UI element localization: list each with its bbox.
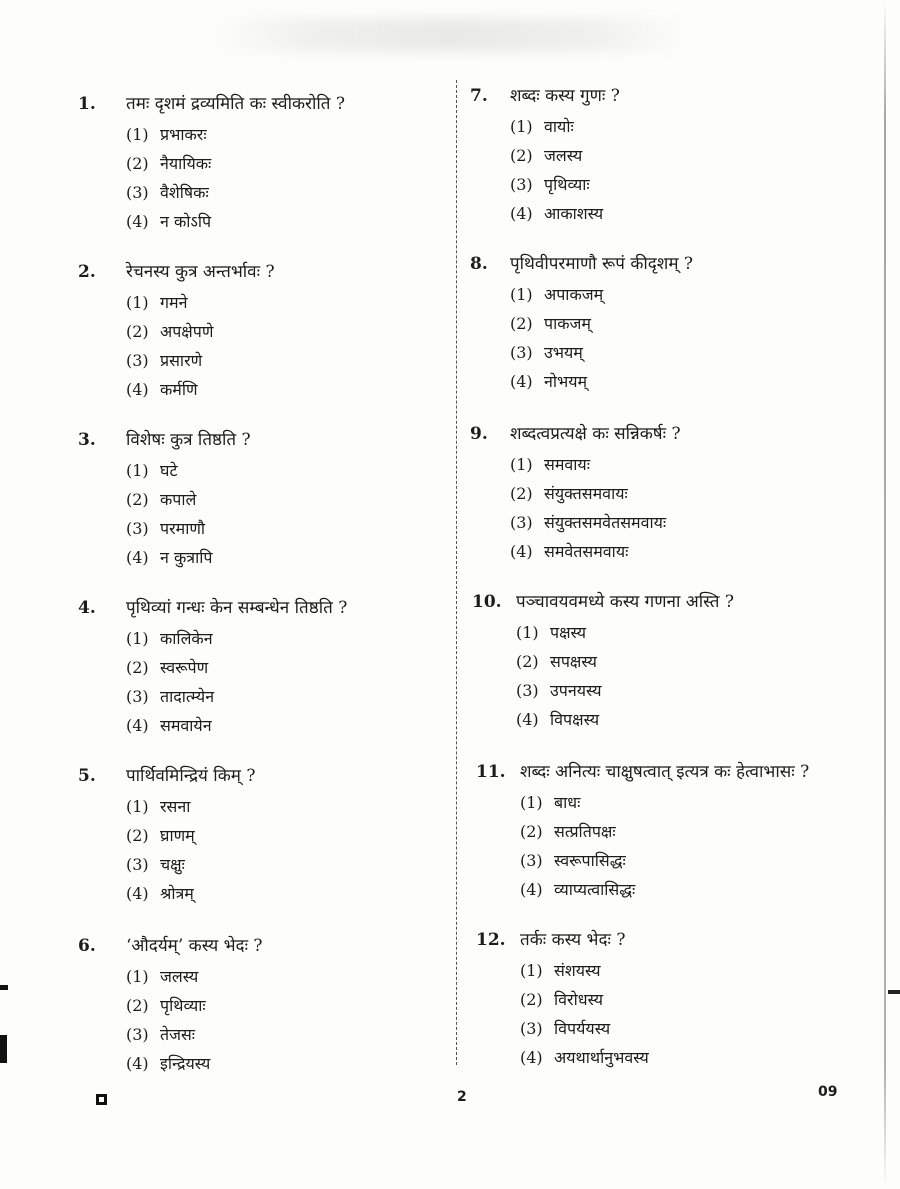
option-text: सपक्षस्य bbox=[550, 652, 597, 671]
option-number: (2) bbox=[520, 990, 543, 1009]
option bbox=[126, 1020, 210, 1049]
option-text: रसना bbox=[160, 797, 191, 816]
option-number: (2) bbox=[510, 314, 533, 333]
option bbox=[126, 682, 214, 711]
option-number: (1) bbox=[520, 961, 543, 980]
option bbox=[126, 850, 195, 879]
option-number: (2) bbox=[516, 652, 539, 671]
option-number: (3) bbox=[510, 343, 533, 362]
options-list bbox=[520, 788, 635, 904]
option-text: श्रोत्रम् bbox=[160, 884, 194, 903]
option bbox=[520, 956, 649, 985]
option bbox=[126, 991, 210, 1020]
option-text: अपक्षेपणे bbox=[160, 322, 214, 341]
option-number: (4) bbox=[510, 542, 533, 561]
question-number: 4. bbox=[78, 598, 96, 618]
question-number: 7. bbox=[470, 86, 488, 106]
option-number: (1) bbox=[516, 623, 539, 642]
option-number: (2) bbox=[126, 658, 149, 677]
option bbox=[510, 367, 603, 396]
scan-smudge bbox=[210, 18, 690, 52]
option-text: प्रसारणे bbox=[160, 351, 203, 370]
option bbox=[126, 653, 214, 682]
option-text: पाकजम् bbox=[544, 314, 591, 333]
scan-mark bbox=[0, 985, 8, 990]
option bbox=[126, 207, 211, 236]
option-text: घ्राणम् bbox=[160, 826, 195, 845]
option-number: (2) bbox=[126, 322, 149, 341]
option-text: समवायेन bbox=[160, 716, 212, 735]
page-number: 2 bbox=[457, 1089, 467, 1105]
option-text: कपाले bbox=[160, 490, 197, 509]
option bbox=[516, 618, 602, 647]
option-number: (4) bbox=[126, 716, 149, 735]
option bbox=[516, 647, 602, 676]
option-number: (4) bbox=[520, 1048, 543, 1067]
question-text: शब्दत्वप्रत्यक्षे कः सन्निकर्षः ? bbox=[510, 424, 681, 444]
option-text: वैशेषिकः bbox=[160, 183, 209, 202]
option-number: (4) bbox=[520, 880, 543, 899]
option-number: (1) bbox=[126, 967, 149, 986]
question-text: शब्दः कस्य गुणः ? bbox=[510, 86, 620, 106]
question-text: पञ्चावयवमध्ये कस्य गणना अस्ति ? bbox=[516, 592, 734, 612]
option-text: संशयस्य bbox=[554, 961, 601, 980]
option-text: अपाकजम् bbox=[544, 285, 604, 304]
option-text: कर्मणि bbox=[160, 380, 198, 399]
option-number: (3) bbox=[516, 681, 539, 700]
option bbox=[126, 624, 214, 653]
column-divider bbox=[456, 80, 457, 1065]
option bbox=[126, 962, 210, 991]
option bbox=[510, 338, 603, 367]
option bbox=[126, 792, 195, 821]
option-text: न कुत्रापि bbox=[160, 548, 213, 567]
square-mark-icon bbox=[96, 1094, 107, 1105]
option bbox=[520, 1014, 649, 1043]
option bbox=[510, 450, 666, 479]
option-text: समवेतसमवायः bbox=[544, 542, 629, 561]
option-text: घटे bbox=[160, 461, 178, 480]
option bbox=[510, 141, 603, 170]
option-text: उभयम् bbox=[544, 343, 583, 362]
question-number: 11. bbox=[476, 762, 506, 782]
question-number: 10. bbox=[472, 592, 502, 612]
option-text: प्रभाकरः bbox=[160, 125, 207, 144]
option bbox=[126, 879, 195, 908]
option-text: नैयायिकः bbox=[160, 154, 212, 173]
option-text: पक्षस्य bbox=[550, 623, 587, 642]
option-text: नोभयम् bbox=[544, 372, 588, 391]
question-number: 8. bbox=[470, 254, 488, 274]
option-number: (2) bbox=[520, 822, 543, 841]
option bbox=[126, 375, 213, 404]
option-number: (2) bbox=[510, 146, 533, 165]
option-number: (4) bbox=[126, 212, 149, 231]
option-number: (3) bbox=[126, 1025, 149, 1044]
option-text: समवायः bbox=[544, 455, 590, 474]
option-text: स्वरूपासिद्धः bbox=[554, 851, 626, 870]
option-number: (2) bbox=[126, 490, 149, 509]
scan-mark bbox=[888, 990, 900, 994]
option bbox=[126, 821, 195, 850]
option bbox=[126, 1049, 210, 1078]
option bbox=[126, 149, 211, 178]
question-text: तमः दृशमं द्रव्यमिति कः स्वीकरोति ? bbox=[126, 94, 346, 114]
option-text: व्याप्यत्वासिद्धः bbox=[554, 880, 636, 899]
option bbox=[126, 485, 212, 514]
options-list bbox=[126, 120, 211, 236]
option bbox=[510, 479, 666, 508]
option bbox=[126, 120, 211, 149]
option-number: (4) bbox=[510, 204, 533, 223]
question-text: पृथिवीपरमाणौ रूपं कीदृशम् ? bbox=[510, 254, 694, 274]
option-number: (3) bbox=[126, 183, 149, 202]
option-text: विरोधस्य bbox=[554, 990, 604, 1009]
option-number: (4) bbox=[126, 1054, 149, 1073]
booklet-code: 09 bbox=[818, 1084, 838, 1100]
option-text: उपनयस्य bbox=[550, 681, 602, 700]
question-number: 5. bbox=[78, 766, 96, 786]
option-text: पृथिव्याः bbox=[544, 175, 590, 194]
options-list bbox=[126, 962, 210, 1078]
option-text: स्वरूपेण bbox=[160, 658, 209, 677]
option-number: (3) bbox=[510, 175, 533, 194]
option bbox=[520, 875, 635, 904]
option bbox=[510, 199, 603, 228]
option-text: विपक्षस्य bbox=[550, 710, 600, 729]
option-text: बाधः bbox=[554, 793, 581, 812]
option bbox=[126, 178, 211, 207]
question-text: शब्दः अनित्यः चाक्षुषत्वात् इत्यत्र कः हेत्वाभासः ? bbox=[520, 762, 810, 782]
option-text: जलस्य bbox=[160, 967, 199, 986]
option-text: आकाशस्य bbox=[544, 204, 604, 223]
options-list bbox=[126, 288, 213, 404]
option bbox=[126, 711, 214, 740]
option bbox=[510, 537, 666, 566]
option-text: वायोः bbox=[544, 117, 574, 136]
option-number: (4) bbox=[126, 884, 149, 903]
option-text: तादात्म्येन bbox=[160, 687, 215, 706]
option-number: (2) bbox=[126, 826, 149, 845]
question-text: तर्कः कस्य भेदः ? bbox=[520, 930, 626, 950]
option bbox=[516, 676, 602, 705]
option-text: जलस्य bbox=[544, 146, 583, 165]
option bbox=[126, 346, 213, 375]
option-number: (4) bbox=[510, 372, 533, 391]
option-text: इन्द्रियस्य bbox=[160, 1054, 211, 1073]
option-text: सत्प्रतिपक्षः bbox=[554, 822, 616, 841]
option-number: (2) bbox=[510, 484, 533, 503]
question-text: विशेषः कुत्र तिष्ठति ? bbox=[126, 430, 251, 450]
options-list bbox=[126, 624, 214, 740]
option-number: (1) bbox=[126, 629, 149, 648]
option-text: गमने bbox=[160, 293, 188, 312]
option-number: (3) bbox=[126, 351, 149, 370]
option-number: (1) bbox=[510, 117, 533, 136]
option-number: (1) bbox=[520, 793, 543, 812]
option-number: (1) bbox=[126, 461, 149, 480]
question-number: 3. bbox=[78, 430, 96, 450]
question-number: 6. bbox=[78, 936, 96, 956]
option-number: (1) bbox=[510, 285, 533, 304]
option-text: न कोऽपि bbox=[160, 212, 212, 231]
option bbox=[126, 288, 213, 317]
options-list bbox=[520, 956, 649, 1072]
option-number: (4) bbox=[126, 548, 149, 567]
option-text: अयथार्थानुभवस्य bbox=[554, 1048, 649, 1067]
option-text: कालिकेन bbox=[160, 629, 213, 648]
option bbox=[520, 788, 635, 817]
option-text: संयुक्तसमवेतसमवायः bbox=[544, 513, 667, 532]
option-number: (2) bbox=[126, 154, 149, 173]
option-number: (3) bbox=[126, 687, 149, 706]
option bbox=[520, 817, 635, 846]
option bbox=[126, 317, 213, 346]
option-number: (4) bbox=[126, 380, 149, 399]
question-text: पृथिव्यां गन्धः केन सम्बन्धेन तिष्ठति ? bbox=[126, 598, 348, 618]
option bbox=[126, 543, 212, 572]
option-text: पृथिव्याः bbox=[160, 996, 206, 1015]
option-number: (3) bbox=[510, 513, 533, 532]
option-number: (3) bbox=[520, 1019, 543, 1038]
option-number: (1) bbox=[126, 797, 149, 816]
question-text: पार्थिवमिन्द्रियं किम् ? bbox=[126, 766, 256, 786]
option-number: (3) bbox=[126, 855, 149, 874]
option bbox=[520, 1043, 649, 1072]
option bbox=[126, 456, 212, 485]
option-text: तेजसः bbox=[160, 1025, 196, 1044]
question-number: 9. bbox=[470, 424, 488, 444]
scan-mark bbox=[0, 1035, 7, 1063]
question-number: 2. bbox=[78, 262, 96, 282]
option bbox=[510, 508, 666, 537]
page-edge bbox=[884, 0, 886, 1189]
options-list bbox=[126, 456, 212, 572]
option-number: (3) bbox=[126, 519, 149, 538]
options-list bbox=[510, 112, 603, 228]
question-number: 12. bbox=[476, 930, 506, 950]
option bbox=[516, 705, 602, 734]
option-text: संयुक्तसमवायः bbox=[544, 484, 628, 503]
option-text: परमाणौ bbox=[160, 519, 206, 538]
options-list bbox=[126, 792, 195, 908]
option bbox=[510, 112, 603, 141]
option-number: (1) bbox=[126, 125, 149, 144]
option bbox=[510, 309, 603, 338]
question-text: ‘औदर्यम्’ कस्य भेदः ? bbox=[126, 936, 263, 956]
question-text: रेचनस्य कुत्र अन्तर्भावः ? bbox=[126, 262, 275, 282]
option-number: (1) bbox=[126, 293, 149, 312]
option bbox=[510, 170, 603, 199]
options-list bbox=[516, 618, 602, 734]
options-list bbox=[510, 450, 666, 566]
option-text: विपर्ययस्य bbox=[554, 1019, 611, 1038]
option bbox=[520, 985, 649, 1014]
option-text: चक्षुः bbox=[160, 855, 185, 874]
option-number: (4) bbox=[516, 710, 539, 729]
options-list bbox=[510, 280, 603, 396]
option bbox=[520, 846, 635, 875]
option-number: (2) bbox=[126, 996, 149, 1015]
option bbox=[510, 280, 603, 309]
option-number: (1) bbox=[510, 455, 533, 474]
option-number: (3) bbox=[520, 851, 543, 870]
option bbox=[126, 514, 212, 543]
question-number: 1. bbox=[78, 94, 96, 114]
